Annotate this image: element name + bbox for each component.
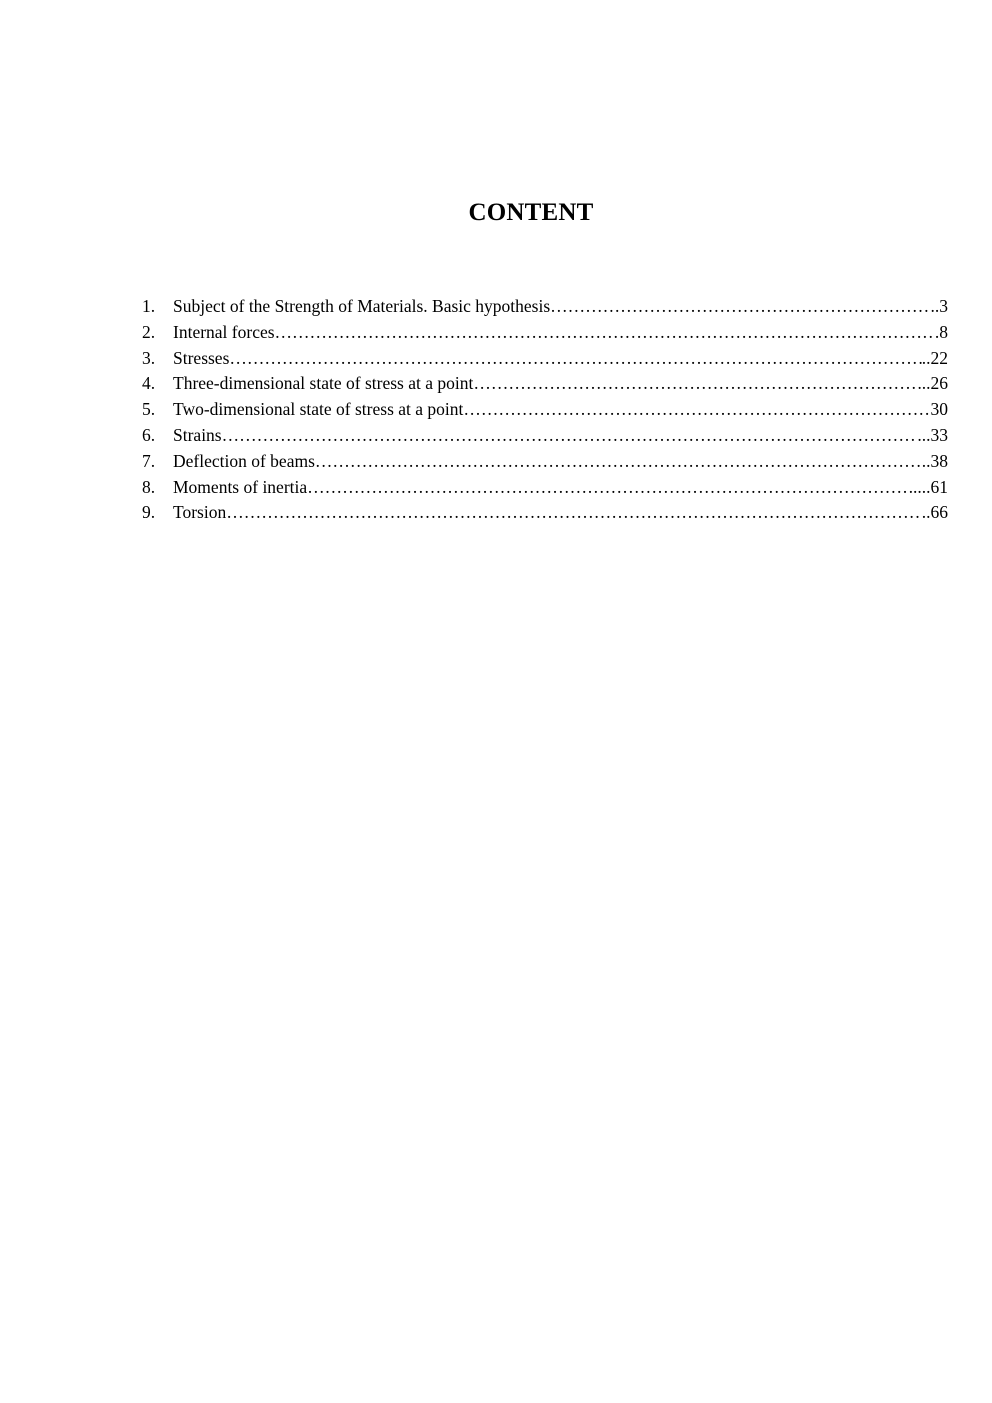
toc-entry [142,397,948,423]
toc-entry-title: Subject of the Strength of Materials. Basic hypothesis [173,296,551,316]
toc-entry-title: Moments of inertia [173,476,308,497]
toc-entry-title: Torsion [173,502,227,523]
toc-entry-title: Three-dimensional state of stress at a point [173,373,474,394]
toc-entry [142,371,948,397]
toc-leader-dots [307,475,913,501]
toc-leader-dots [473,371,921,397]
toc-entry-page: ..22 [921,347,948,368]
toc-leader-dots [275,320,935,346]
toc-leader-dots [222,423,918,449]
toc-entry-page: ..26 [921,373,948,394]
toc-entry-page: ...33 [917,424,948,445]
toc-entry-title: Internal forces [173,321,275,342]
toc-entry-number: 1. [142,296,156,316]
toc-entry-page: ..66 [921,502,948,523]
toc-entry [142,500,948,526]
toc-entry [142,423,948,449]
toc-entry-number: 2. [142,321,156,342]
toc-entry [142,294,948,320]
toc-entry-page: ..38 [921,450,948,471]
toc-leader-dots [550,294,930,320]
toc-entry-number: 5. [142,399,156,420]
toc-entry-title: Stresses [173,347,230,368]
table-of-contents [142,294,948,526]
toc-entry-number: 6. [142,424,156,445]
toc-entry-number: 7. [142,450,156,471]
toc-entry [142,449,948,475]
toc-entry [142,346,948,372]
toc-entry-number: 4. [142,373,156,394]
toc-entry-page: .8 [934,321,948,342]
page-title: CONTENT [468,199,594,226]
toc-leader-dots [226,500,922,526]
toc-entry-page: ....61 [913,476,948,497]
toc-leader-dots [229,346,921,372]
toc-entry-title: Deflection of beams [173,450,315,471]
toc-entry-page: ..3 [930,296,948,316]
toc-entry-number: 9. [142,502,156,523]
toc-entry-title: Two-dimensional state of stress at a point [173,399,464,420]
toc-entry-page: 30 [930,399,948,420]
toc-entry [142,320,948,346]
toc-entry-number: 3. [142,347,156,368]
toc-entry-title: Strains [173,424,222,445]
toc-entry-number: 8. [142,476,156,497]
toc-entry [142,475,948,501]
toc-leader-dots [463,397,930,423]
toc-leader-dots [315,449,922,475]
